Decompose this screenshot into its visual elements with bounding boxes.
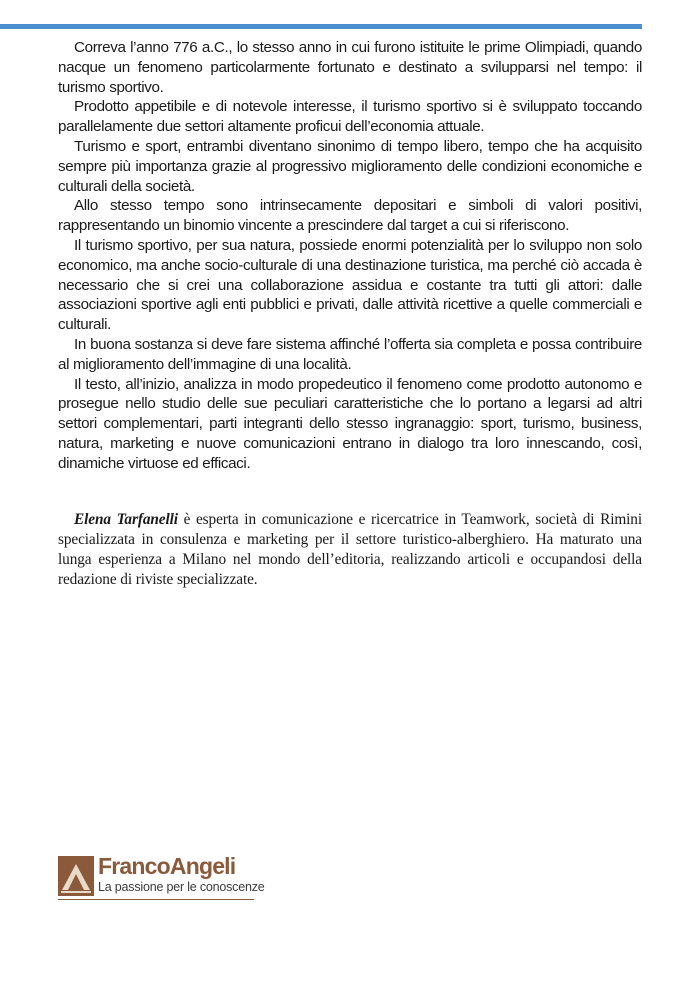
- paragraph: Prodotto appetibile e di notevole interesse, il turismo sportivo si è sviluppato toccando parallelamente due settori altamente proficui dell’economia attuale.: [58, 98, 642, 136]
- top-rule: [0, 24, 642, 29]
- description-text: [58, 38, 642, 474]
- bio-text: è esperta in comunicazione e ricercatrice in Teamwork, società di Rimini specializzata in consulenza e marketing per il settore turistico-alberghiero. Ha maturato una lunga esperienza a Milano nel mondo dell’editoria, realizzando articoli e occupandosi della redazione di riviste specializzate.: [58, 511, 642, 588]
- paragraph: Il testo, all’inizio, analizza in modo propedeutico il fenomeno come prodotto autonomo e prosegue nello studio delle sue peculiari caratteristiche che lo portano a legarsi ad altri settori complementari, parti integranti dello stesso ingranaggio: sport, turismo, business, natura, marketing e nuove comunicazioni entrano in dialogo tra loro innescando, così, dinamiche virtuose ed efficaci.: [58, 375, 642, 472]
- paragraph: Correva l’anno 776 a.C., lo stesso anno in cui furono istituite le prime Olimpiadi, quando nacque un fenomeno particolarmente fortunato e destinato a svilupparsi nel tempo: il turismo sportivo.: [58, 39, 642, 96]
- logo-divider: [58, 899, 254, 900]
- publisher-tagline: La passione per le conoscenze: [98, 880, 265, 894]
- paragraph: In buona sostanza si deve fare sistema affinché l’offerta sia completa e possa contribuire al miglioramento dell’immagine di una località.: [58, 335, 642, 373]
- paragraph: Turismo e sport, entrambi diventano sinonimo di tempo libero, tempo che ha acquisito sempre più importanza grazie al progressivo miglioramento delle condizioni economiche e culturali della società.: [58, 137, 642, 195]
- author-name: Elena Tarfanelli: [74, 511, 178, 528]
- publisher-logo-mark-icon: [58, 856, 94, 896]
- author-bio: [58, 510, 642, 590]
- bio-paragraph: [58, 510, 642, 590]
- publisher-logo: [58, 853, 265, 906]
- publisher-name: FrancoAngeli: [98, 853, 236, 879]
- paragraph: Il turismo sportivo, per sua natura, possiede enormi potenzialità per lo sviluppo non solo economico, ma anche socio-culturale di una destinazione turistica, ma perché ciò accada è necessario che si crei una collaborazione assidua e costante tra tutti gli attori: dalle associazioni sportive agli enti pubblici e privati, dalle attività ricettive a quelle commerciali e culturali.: [58, 236, 642, 334]
- paragraph: Allo stesso tempo sono intrinsecamente depositari e simboli di valori positivi, rappresentando un binomio vincente a prescindere dal target a cui si riferiscono.: [58, 197, 642, 235]
